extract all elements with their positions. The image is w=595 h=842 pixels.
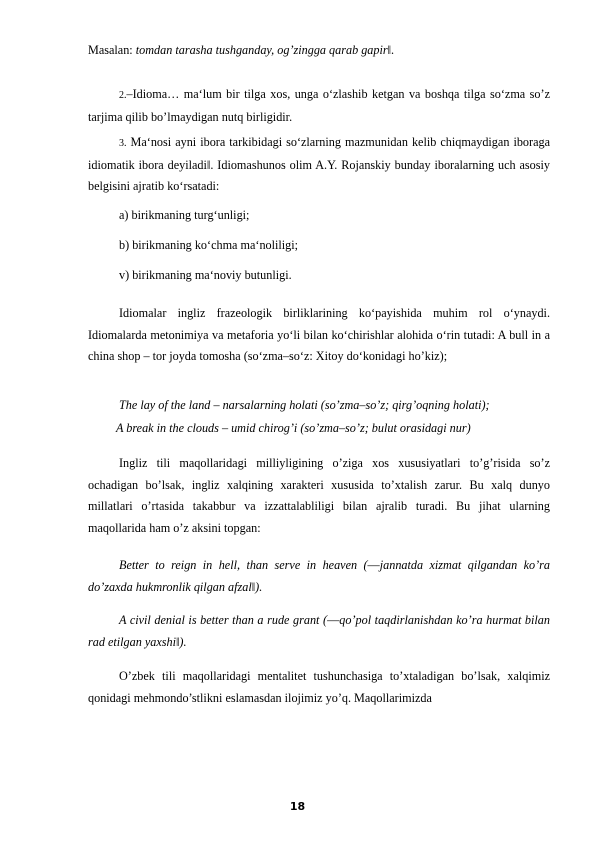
- page-number: 18: [289, 800, 306, 813]
- example-line-1: The lay of the land – narsalarning holati (so’zma–so’z; qirg’oqning holati);: [119, 398, 490, 412]
- proverb-example-1: Better to reign in hell, than serve in heaven (―jannatda xizmat qilgandan ko’ra do’zaxda hukmronlik qilgan afzal‖).: [88, 558, 550, 594]
- list-item-a: a) birikmaning turg‘unligi;: [119, 208, 250, 222]
- paragraph-uzbek-proverbs: O’zbek tili maqollaridagi mentalitet tushunchasiga to’xtaladigan bo’lsak, xalqimiz qonidagi mehmondo’stlikni eslamasdan ilojimiz yo’q. Maqollarimizda: [88, 669, 550, 705]
- list-item-v: v) birikmaning ma‘noviy butunligi.: [119, 268, 292, 282]
- example-line-2: A break in the clouds – umid chirog’i (so’zma–so’z; bulut orasidagi nur): [116, 421, 471, 435]
- definition-text-3: Ma‘nosi ayni ibora tarkibidagi so‘zlarning mazmunidan kelib chiqmaydigan iboraga idiomatik ibora deyiladi‖. Idiomashunos olim A.Y. Rojanskiy bunday iboralarning uch asosiy belgisini ajratib ko‘rsatadi:: [88, 135, 550, 194]
- proverb-example-2: A civil denial is better than a rude grant (―qo’pol taqdirlanishdan ko’ra hurmat bilan rad etilgan yaxshi‖).: [88, 613, 550, 649]
- definition-number-2: 2.: [119, 90, 127, 101]
- list-item-b: b) birikmaning ko‘chma ma‘noliligi;: [119, 238, 299, 252]
- paragraph-example-intro: [88, 40, 550, 62]
- definition-number-3: 3.: [119, 138, 127, 149]
- paragraph-english-proverbs: Ingliz tili maqollaridagi milliyligining o’ziga xos xususiyatlari to’g’risida so’z ochadigan bo’lsak, ingliz xalqining xarakteri xususida to’xtalish zarur. Bu xalq dunyo millatlari o’rtasida takabbur va izzattalabliligi bilan ajralib turadi. Bu jihat ularning maqollarida ham o’z aksini topgan:: [88, 456, 550, 535]
- paragraph-idioms: Idiomalar ingliz frazeologik birliklarining ko‘payishida muhim rol o‘ynaydi. Idiomalarda metonimiya va metaforia yo‘li bilan ko‘chirishlar alohida o‘rin tutadi: A bull in a china shop – tor joyda tomosha (so‘zma–so‘z: Xitoy do‘konidagi ho’kiz);: [88, 306, 550, 364]
- paragraph-definition-3: [88, 132, 550, 198]
- example-phrase: tomdan tarasha tushganday, og’zingga qarab gapir: [135, 43, 388, 57]
- definition-text-2: –Idioma… ma‘lum bir tilga xos, unga o‘zlashib ketgan va boshqa tilga so‘zma so’z tarjima qilib bo’lmaydigan nutq birligidir.: [88, 87, 550, 124]
- example-lead: Masalan:: [88, 43, 136, 57]
- example-tail: ‖.: [387, 43, 395, 57]
- paragraph-definition-2: [88, 84, 550, 128]
